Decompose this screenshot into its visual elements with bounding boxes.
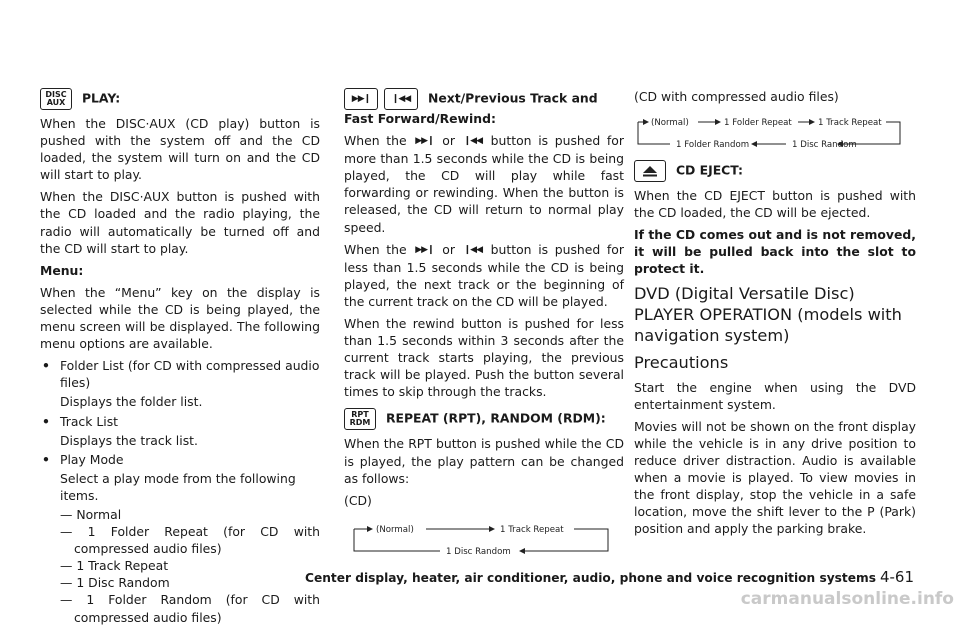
paragraph: When the ▶▶❙ or ❙◀◀ button is pushed for less than 1.5 seconds while the CD is being played, the next track or the beginning of the current track on the CD will be played. bbox=[344, 241, 624, 309]
page-footer bbox=[305, 568, 914, 586]
menu-heading: Menu: bbox=[40, 262, 84, 278]
cd-label: (CD) bbox=[344, 492, 372, 508]
eject-heading-row bbox=[634, 160, 916, 182]
diagram-disc-random-label: 1 Disc Random bbox=[446, 546, 511, 557]
list-item-desc: Select a play mode from the following items. bbox=[60, 470, 296, 503]
rpt-heading-row bbox=[344, 408, 624, 430]
paragraph: When the RPT button is pushed while the CD is played, the play pattern can be changed as follows: bbox=[344, 436, 624, 486]
play-mode-list bbox=[40, 506, 320, 626]
play-mode-item: — Normal bbox=[60, 506, 122, 522]
watermark: carmanualsonline.info bbox=[740, 589, 954, 609]
paragraph: Movies will not be shown on the front display while the vehicle is in any drive position to reduce driver distraction. Audio is available when a movie is played. To view movies in the front display, stop the vehicle in a safe location, move the shift lever to the P (Park) position and apply the parking brake. bbox=[634, 418, 916, 537]
eject-heading: CD EJECT: bbox=[675, 162, 744, 178]
play-heading: PLAY: bbox=[81, 90, 121, 106]
list-item: • Folder List (for CD with compressed audio files) bbox=[40, 357, 320, 391]
paragraph: Start the engine when using the DVD entertainment system. bbox=[634, 379, 916, 412]
paragraph: When the rewind button is pushed for less than 1.5 seconds within 3 seconds after the current track starts playing, the previous track will be played. Push the button several times to skip through the tracks. bbox=[344, 315, 624, 400]
paragraph: When the “Menu” key on the display is selected while the CD is being played, the menu screen will be displayed. The following menu options are available. bbox=[40, 284, 320, 352]
list-item-desc: Displays the track list. bbox=[60, 432, 198, 448]
eject-warning: If the CD comes out and is not removed, it will be pulled back into the slot to protect it. bbox=[634, 227, 916, 277]
next-track-icon: ▶▶❙ bbox=[415, 136, 434, 147]
column-1 bbox=[40, 88, 320, 626]
diagram-folder-repeat-label: 1 Folder Repeat bbox=[724, 118, 792, 129]
footer-text: Center display, heater, air conditioner, audio, phone and voice recognition systems bbox=[305, 571, 876, 585]
column-3 bbox=[634, 88, 916, 542]
paragraph: When the ▶▶❙ or ❙◀◀ button is pushed for more than 1.5 seconds while the CD is being played, the CD will play while fast forwarding or rewinding. When the button is released, the CD will return to normal play speed. bbox=[344, 133, 624, 235]
next-track-icon: ▶▶❙ bbox=[415, 244, 434, 255]
compressed-label: (CD with compressed audio files) bbox=[634, 89, 839, 104]
track-heading: Next/Previous Track and Fast Forward/Rewind: bbox=[344, 90, 598, 126]
play-mode-item: — 1 Folder Random (for CD with compressed audio files) bbox=[60, 592, 320, 625]
cd-play-pattern-diagram bbox=[344, 515, 614, 557]
play-mode-item: — 1 Folder Repeat (for CD with compressed audio files) bbox=[60, 524, 320, 557]
column-2 bbox=[344, 88, 624, 565]
rpt-rdm-button-icon: RPT RDM bbox=[344, 408, 376, 430]
section-title: DVD (Digital Versatile Disc) PLAYER OPERATION (models with navigation system) bbox=[634, 283, 902, 345]
play-mode-item: — 1 Track Repeat bbox=[60, 558, 169, 574]
compressed-play-pattern-diagram bbox=[634, 110, 906, 152]
next-track-button-icon: ▶▶❙ bbox=[344, 88, 378, 110]
disc-aux-button-icon: DISC AUX bbox=[40, 88, 72, 110]
list-item: • Track List bbox=[40, 413, 320, 430]
diagram-track-repeat-label: 1 Track Repeat bbox=[500, 524, 564, 535]
list-item-desc: Displays the folder list. bbox=[60, 394, 203, 410]
paragraph: When the DISC·AUX (CD play) button is pushed with the system off and the CD loaded, the system will turn on and the CD will start to play. bbox=[40, 116, 320, 183]
menu-options-list bbox=[40, 357, 320, 504]
page-number: 4-61 bbox=[879, 568, 914, 586]
eject-button-icon bbox=[634, 160, 666, 182]
diagram-normal-label: (Normal) bbox=[651, 118, 689, 129]
list-item: • Play Mode bbox=[40, 451, 320, 468]
subsection-title: Precautions bbox=[634, 352, 729, 372]
track-heading-row bbox=[344, 88, 624, 127]
play-heading-row bbox=[40, 88, 320, 110]
play-mode-item: — 1 Disc Random bbox=[60, 575, 170, 591]
previous-track-button-icon: ❙◀◀ bbox=[384, 88, 418, 110]
paragraph: When the CD EJECT button is pushed with the CD loaded, the CD will be ejected. bbox=[634, 188, 916, 221]
diagram-folder-random-label: 1 Folder Random bbox=[676, 140, 750, 151]
previous-track-icon: ❙◀◀ bbox=[463, 136, 483, 147]
paragraph: When the DISC·AUX button is pushed with the CD loaded and the radio playing, the radio will automatically be turned off and the CD will start to play. bbox=[40, 189, 320, 256]
diagram-normal-label: (Normal) bbox=[376, 524, 414, 535]
diagram-disc-random-label: 1 Disc Random bbox=[792, 140, 857, 151]
rpt-heading: REPEAT (RPT), RANDOM (RDM): bbox=[385, 410, 606, 426]
previous-track-icon: ❙◀◀ bbox=[463, 244, 483, 255]
diagram-track-repeat-label: 1 Track Repeat bbox=[818, 118, 882, 129]
